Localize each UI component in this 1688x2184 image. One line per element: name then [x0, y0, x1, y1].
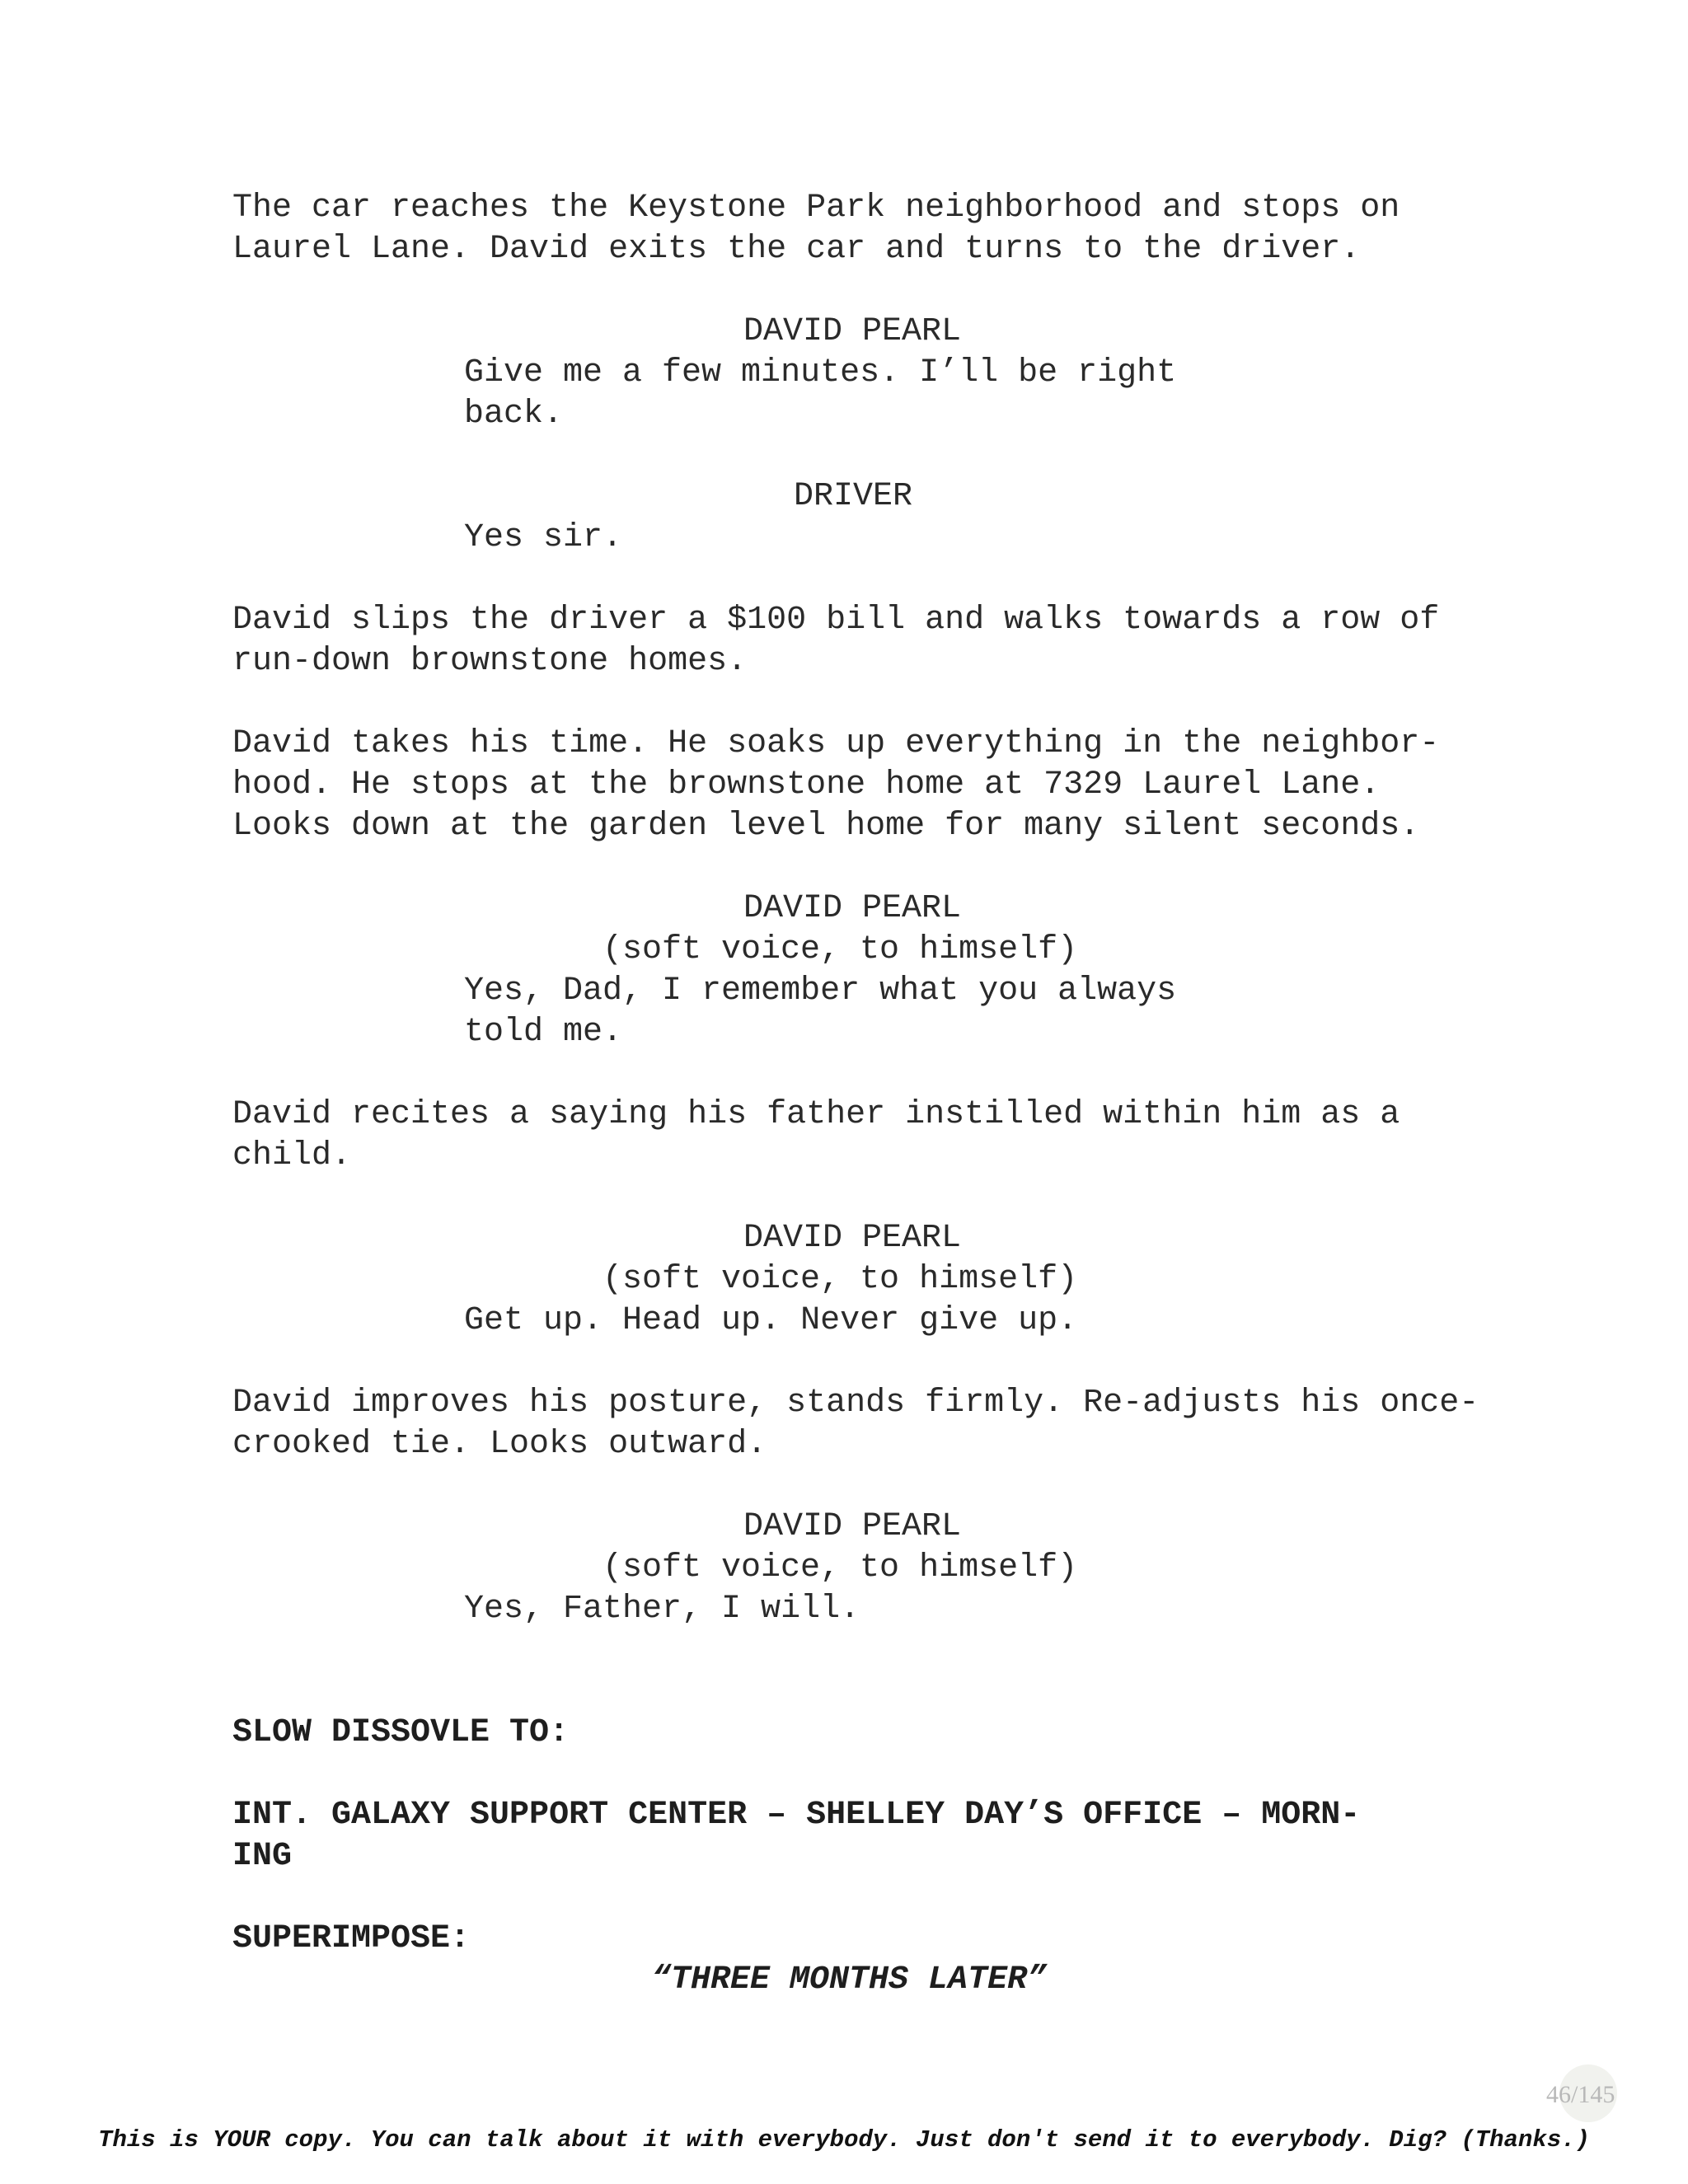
- action-line: The car reaches the Keystone Park neighborhood and stops on: [232, 190, 1400, 227]
- character-name: DRIVER: [794, 478, 913, 515]
- parenthetical: (soft voice, to himself): [603, 931, 1078, 968]
- dialogue-line: Give me a few minutes. I’ll be right: [464, 354, 1177, 391]
- action-line: run-down brownstone homes.: [232, 643, 748, 680]
- character-name: DAVID PEARL: [743, 890, 962, 927]
- superimpose-text: “THREE MONTHS LATER”: [651, 1961, 1048, 1999]
- parenthetical: (soft voice, to himself): [603, 1549, 1078, 1586]
- character-name: DAVID PEARL: [743, 1508, 962, 1545]
- action-line: child.: [232, 1137, 352, 1174]
- action-line: David recites a saying his father instilled within him as a: [232, 1096, 1400, 1133]
- dialogue-line: Get up. Head up. Never give up.: [464, 1302, 1078, 1339]
- action-line: hood. He stops at the brownstone home at 7329 Laurel Lane.: [232, 766, 1381, 804]
- action-line: Laurel Lane. David exits the car and turns to the driver.: [232, 231, 1361, 268]
- superimpose-label: SUPERIMPOSE:: [232, 1920, 471, 1957]
- dialogue-line: Yes sir.: [464, 519, 623, 556]
- scene-heading: INT. GALAXY SUPPORT CENTER – SHELLEY DAY’S OFFICE – MORN-: [232, 1797, 1361, 1834]
- action-line: David slips the driver a $100 bill and walks towards a row of: [232, 602, 1440, 639]
- dialogue-line: told me.: [464, 1014, 623, 1051]
- scene-heading: ING: [232, 1838, 293, 1875]
- action-line: David improves his posture, stands firmly. Re-adjusts his once-: [232, 1385, 1479, 1422]
- parenthetical: (soft voice, to himself): [603, 1261, 1078, 1298]
- dialogue-line: Yes, Dad, I remember what you always: [464, 972, 1177, 1010]
- footer-notice: This is YOUR copy. You can talk about it with everybody. Just don't send it to everybody. Dig? (Thanks.): [98, 2126, 1590, 2154]
- action-line: David takes his time. He soaks up everything in the neighbor-: [232, 725, 1440, 762]
- transition: SLOW DISSOVLE TO:: [232, 1714, 570, 1751]
- action-line: Looks down at the garden level home for many silent seconds.: [232, 808, 1420, 845]
- dialogue-line: back.: [464, 396, 564, 433]
- character-name: DAVID PEARL: [743, 313, 962, 350]
- character-name: DAVID PEARL: [743, 1220, 962, 1257]
- dialogue-line: Yes, Father, I will.: [464, 1591, 860, 1628]
- action-line: crooked tie. Looks outward.: [232, 1426, 767, 1463]
- page-number: 46/145: [1546, 2081, 1615, 2108]
